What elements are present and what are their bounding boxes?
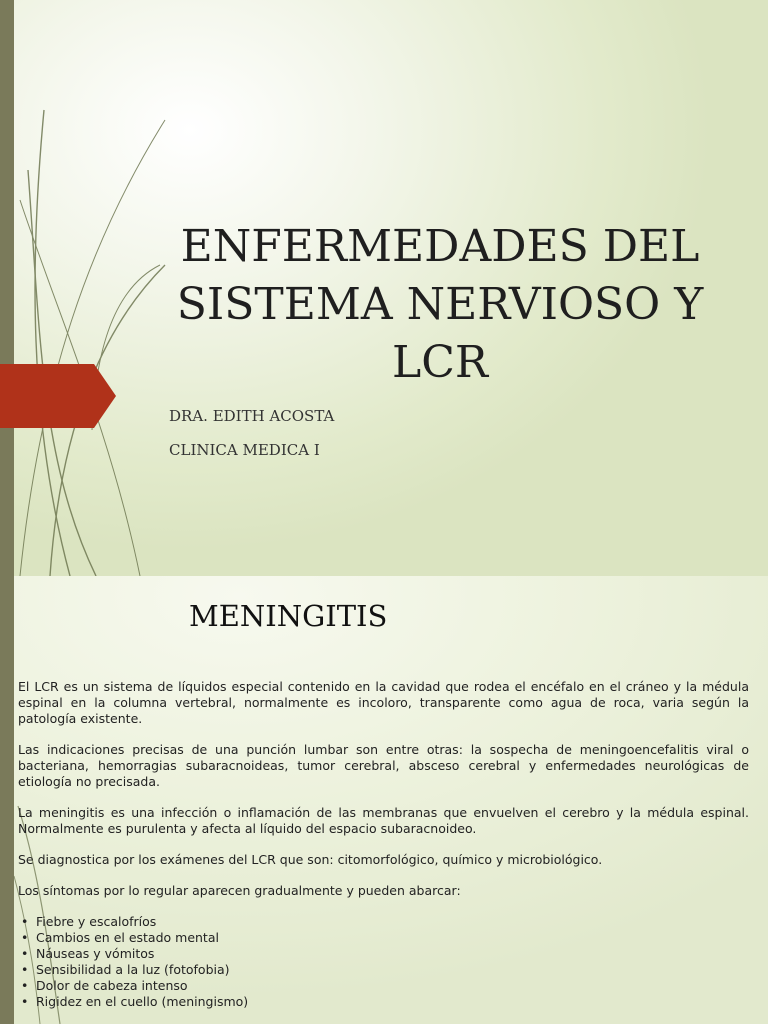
paragraph-symptoms-intro: Los síntomas por lo regular aparecen gradualmente y pueden abarcar: bbox=[18, 883, 461, 898]
author-name: DRA. EDITH ACOSTA bbox=[169, 407, 335, 425]
list-item: • Sensibilidad a la luz (fotofobia) bbox=[18, 962, 749, 978]
paragraph-diagnosis: Se diagnostica por los exámenes del LCR que son: citomorfológico, químico y microbiológico. bbox=[18, 852, 603, 867]
paragraph-indications: Las indicaciones precisas de una punción lumbar son entre otras: la sospecha de meningoencefalitis viral o bacteriana, hemorragias subaracnoideas, tumor cerebral, absceso cerebral y enfermedades neurológicas de etiología no precisada. bbox=[18, 742, 749, 789]
list-item: • Cambios en el estado mental bbox=[18, 930, 749, 946]
list-item: • Rigidez en el cuello (meningismo) bbox=[18, 994, 749, 1010]
content-body bbox=[18, 679, 749, 1010]
list-item: • Fiebre y escalofríos bbox=[18, 914, 749, 930]
section-heading: MENINGITIS bbox=[189, 599, 388, 633]
paragraph-meningitis: La meningitis es una infección o inflamación de las membranas que envuelven el cerebro y la médula espinal. Normalmente es purulenta y afecta al líquido del espacio subaracnoideo. bbox=[18, 805, 749, 836]
course-name: CLINICA MEDICA I bbox=[169, 441, 320, 459]
list-item: • Náuseas y vómitos bbox=[18, 946, 749, 962]
slide-title bbox=[160, 218, 720, 392]
title-line-2: SISTEMA NERVIOSO Y bbox=[176, 279, 704, 330]
title-line-1: ENFERMEDADES DEL bbox=[180, 221, 700, 272]
title-line-3: LCR bbox=[391, 337, 488, 388]
paragraph-lcr: El LCR es un sistema de líquidos especial contenido en la cavidad que rodea el encéfalo en el cráneo y la médula espinal en la columna vertebral, normalmente es incoloro, transparente como agua de roca, varia según la patología existente. bbox=[18, 679, 749, 726]
symptom-list bbox=[18, 914, 749, 1010]
list-item: • Dolor de cabeza intenso bbox=[18, 978, 749, 994]
red-tab-shape bbox=[0, 364, 116, 428]
